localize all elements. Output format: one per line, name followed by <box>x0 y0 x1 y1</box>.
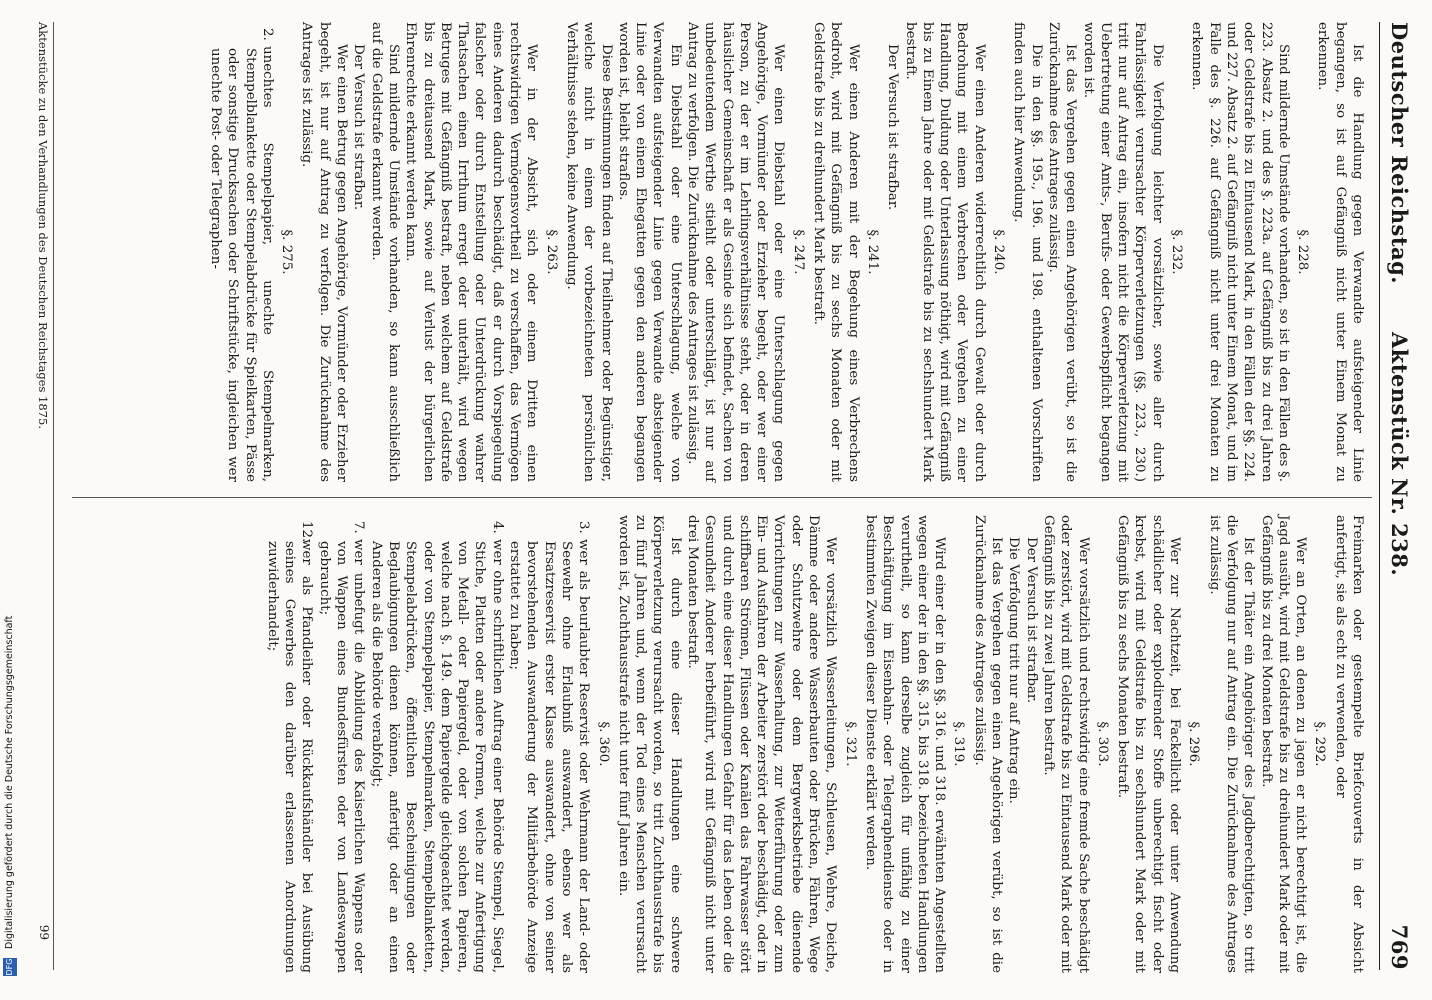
section-heading: §. 240. <box>991 229 1007 275</box>
paragraph: Der Versuch ist strafbar. <box>351 44 367 211</box>
paragraph: Wer an Orten, an denen zu jagen er nicht berechtigt ist, die Jagd ausübt, wird mit Geldstrafe bis zu dreihundert Mark oder mit Gefängniß bis zu drei Monaten bestraft. <box>1258 515 1309 973</box>
paragraph: Ist das Vergehen gegen einen Angehörigen verübt, so ist die Zurücknahme des Antrages zulässig. <box>971 515 1005 973</box>
paragraph: Wer vorsätzlich Wasserleitungen, Schleusen, Wehre, Deiche, Dämme oder andere Wasserbauten oder Brücken, Fähren, Wege oder Schutzwehre oder dem Bergwerksbetriebe dienende Vorrichtungen zur Wasserhaltung, zur Wetterführung oder zum Ein- und Ausfahren der Arbeiter zerstört oder beschädigt, oder in schiffbaren Strömen, Flüssen oder Kanälen das Fahrwasser stört und durch eine dieser Handlungen Gefahr für das Leben oder die Gesundheit Anderer herbeiführt, wird mit Gefängniß nicht unter drei Monaten bestraft. <box>685 515 839 973</box>
item-number: 7. <box>351 521 367 534</box>
section-heading: §. 319. <box>951 721 967 767</box>
paragraph: Die in den §§. 195., 196. und 198. enthaltenen Vorschriften finden auch hier Anwendung. <box>1011 22 1044 482</box>
paragraph: Diese Bestimmungen finden auf Theilnehmer oder Begünstiger, welche nicht in einem der vorbezeichneten persönlichen Verhältnisse stehen, keine Anwendung. <box>563 22 614 482</box>
section-heading: §. 303. <box>1094 721 1110 767</box>
paragraph: Der Versuch ist strafbar. <box>885 44 901 211</box>
paragraph: Wird einer der in den §§. 316. und 318. erwähnten Angestellten wegen einer der in den §§. 315. bis 318. bezeichneten Handlungen verurtheilt, so kann derselbe zugleich für unfähig zu einer Beschäftigung im Eisenbahn- oder Telegraphendienste oder in bestimmten Zweigen dieser Dienste erklärt werden. <box>862 515 948 973</box>
right-column <box>264 515 1366 973</box>
item-text: unechtes Stempelpapier, unechte Stempelmarken, Stempelblankette oder Stempelabdrücke für Spielkarten, Pässe oder sonstige Drucksachen oder Schriftstücke, ingleichen wer unechte Post- oder Telegraphen- <box>208 46 275 482</box>
section-heading: §. 360. <box>595 721 611 767</box>
numbered-item <box>264 515 316 973</box>
section-heading: §. 232. <box>1169 229 1185 275</box>
section-heading: §. 321. <box>842 721 858 767</box>
paragraph: Die Verfolgung tritt nur auf Antrag ein. <box>1006 537 1022 804</box>
item-text: wer als Pfandleiher oder Rückkaufshändler bei Ausübung seines Gewerbes den darüber erlassenen Anordnungen zuwiderhandelt; <box>264 539 315 973</box>
section-heading: §. 292. <box>1312 721 1328 767</box>
section-heading: §. 228. <box>1295 229 1311 275</box>
item-number: 4. <box>489 521 505 534</box>
section-heading: §. 241. <box>864 229 880 275</box>
paragraph: Ein Diebstahl oder eine Unterschlagung, welche von Verwandten aufsteigender Linie gegen Verwandte absteigender Linie oder von einem Ehegatten gegen den anderen begangen worden ist, bleibt straflos. <box>615 22 683 482</box>
paragraph: Der Versuch ist strafbar. <box>1023 537 1039 704</box>
paragraph: Wer einen Anderen mit der Begehung eines Verbrechens bedroht, wird mit Gefängniß bis zu sechs Monaten oder mit Geldstrafe bis zu dreihundert Mark bestraft. <box>811 22 861 482</box>
numbered-item <box>207 22 276 482</box>
item-number: 12. <box>299 521 315 543</box>
page-header <box>1379 22 1414 970</box>
numbered-item <box>506 515 592 973</box>
running-title: Deutscher Reichstag. <box>1387 22 1412 285</box>
item-text: wer unbefugt die Abbildung des Kaiserlichen Wappens oder von Wappen eines Bundesfürsten oder von Landeswappen gebraucht; <box>316 539 367 973</box>
paragraph: Ist der Thäter ein Angehöriger des Jagdberechtigten, so tritt die Verfolgung nur auf Antrag ein. Die Zurücknahme des Antrages ist zulässig. <box>1206 515 1257 973</box>
paragraph: Wer einen Betrug gegen Angehörige, Vormünder oder Erzieher begeht, ist nur auf Antrag zu verfolgen. Die Zurücknahme des Antrages ist zulässig. <box>299 22 350 482</box>
paragraph: Die Verfolgung leichter vorsätzlicher, sowie aller durch Fahrlässigkeit verursachter Körperverletzungen (§§. 223., 230.) tritt nur auf Antrag ein, insofern nicht die Körperverletzung mit Uebertretung einer Amts-, Berufs- oder Gewerbspflicht begangen worden ist. <box>1080 22 1165 482</box>
paragraph: Sind mildernde Umstände vorhanden, so kann ausschließlich auf die Geldstrafe erkannt werden. <box>368 22 401 482</box>
numbered-item <box>367 515 505 973</box>
page-footer <box>36 22 54 970</box>
section-heading: §. 296. <box>1186 721 1202 767</box>
paragraph: Wer einen Diebstahl oder eine Unterschlagung gegen Angehörige, Vormünder oder Erzieher begeht, oder wer einer Person, zu der er im Lehrlingsverhältnisse steht, oder in deren häuslicher Gemeinschaft er als Gesinde sich befindet, Sachen von unbedeutendem Werthe stiehlt oder unterschlägt, ist nur auf Antrag zu verfolgen. Die Zurücknahme des Antrages ist zulässig. <box>685 22 787 482</box>
paragraph: Wer einen Anderen widerrechtlich durch Gewalt oder durch Bedrohung mit einem Verbrechen oder Vergehen zu einer Handlung, Duldung oder Unterlassung nöthigt, wird mit Gefängniß bis zu Einem Jahre oder mit Geldstrafe bis zu sechshundert Mark bestraft. <box>902 22 987 482</box>
numbered-item <box>315 515 367 973</box>
paragraph: Ist die Handlung gegen Verwandte aufsteigender Linie begangen, so ist auf Gefängniß nicht unter Einem Monat zu erkennen. <box>1315 22 1365 482</box>
paragraph: Wer zur Nachtzeit, bei Fackellicht oder unter Anwendung schädlicher oder explodirender Stoffe unberechtigt fischt oder krebst, wird mit Geldstrafe bis zu sechshundert Mark oder mit Gefängniß bis zu sechs Monaten bestraft. <box>1115 515 1183 973</box>
section-heading: §. 247. <box>790 229 806 275</box>
section-heading: §. 263. <box>543 229 559 275</box>
item-text: wer ohne schriftlichen Auftrag einer Behörde Stempel, Siegel, Stiche, Platten oder andere Formen, welche zur Anfertigung von Metall- oder Papiergeld, oder von solchen Papieren, welche nach §. 149. dem Papiergelde gleichgeachtet werden, oder von Stempelpapier, Stempelmarken, Stempelblanketten, Stempelabdrücken, öffentlichen Bescheinigungen oder Beglaubigungen dienen können, anfertigt oder an einen Anderen als die Behörde verabfolgt; <box>368 539 505 973</box>
dfg-logo-icon: DFG <box>3 958 17 976</box>
digitization-note <box>0 0 20 1000</box>
continued-text: Freimarken oder gestempelte Briefcouverts in der Absicht anfertigt, sie als echt zu verwenden, oder <box>1332 515 1365 973</box>
item-number: 3. <box>576 521 592 534</box>
paragraph: Ist das Vergehen gegen einen Angehörigen verübt, so ist die Zurücknahme des Antrages zulässig. <box>1045 22 1079 482</box>
left-column <box>207 22 1366 482</box>
item-text: wer als beurlaubter Reservist oder Wehrmann der Land- oder Seewehr ohne Erlaubniß auswandert, ebenso wer als Ersatzreservist erster Klasse auswandert, ohne von seiner bevorstehenden Auswanderung der Militärbehörde Anzeige erstattet zu haben; <box>507 539 592 973</box>
paragraph: Sind mildernde Umstände vorhanden, so ist in den Fällen des §. 223. Absatz 2. und des §. 223a. auf Gefängniß bis zu drei Jahren oder Geldstrafe bis zu Eintausend Mark, in den Fällen der §§. 224. und 227. Absatz 2. auf Gefängniß nicht unter Einem Monat, und im Falle des §. 226. auf Gefängniß nicht unter drei Monaten zu erkennen. <box>1189 22 1291 482</box>
footer-page-number: 99 <box>37 924 51 940</box>
document-number: Aktenstück Nr. 238. <box>1387 332 1412 577</box>
section-heading: §. 275. <box>279 229 295 275</box>
page-number: 769 <box>1387 924 1412 970</box>
paragraph: Ist durch eine dieser Handlungen eine schwere Körperverletzung verursacht worden, so tritt Zuchthausstrafe bis zu fünf Jahren und, wenn der Tod eines Menschen verursacht worden ist, Zuchthausstrafe nicht unter fünf Jahren ein. <box>615 515 683 973</box>
paragraph: Wer in der Absicht, sich oder einem Dritten einen rechtswidrigen Vermögensvortheil zu verschaffen, das Vermögen eines Anderen dadurch beschädigt, daß er durch Vorspiegelung falscher oder durch Entstellung oder Unterdrückung wahrer Thatsachen einen Irrthum erregt oder unterhält, wird wegen Betruges mit Gefängniß bestraft, neben welchem auf Geldstrafe bis zu dreitausend Mark, sowie auf Verlust der bürgerlichen Ehrenrechte erkannt werden kann. <box>403 22 540 482</box>
footer-source: Aktenstücke zu den Verhandlungen des Deutschen Reichstages 1875. <box>36 22 50 429</box>
item-number: 2. <box>259 28 275 41</box>
paragraph: Wer vorsätzlich und rechtswidrig eine fremde Sache beschädigt oder zerstört, wird mit Geldstrafe bis zu Eintausend Mark oder mit Gefängniß bis zu zwei Jahren bestraft. <box>1040 515 1091 973</box>
column-divider <box>72 497 1372 498</box>
digitization-text: Digitalisierung gefördert durch die Deutsche Forschungsgemeinschaft <box>4 615 15 949</box>
